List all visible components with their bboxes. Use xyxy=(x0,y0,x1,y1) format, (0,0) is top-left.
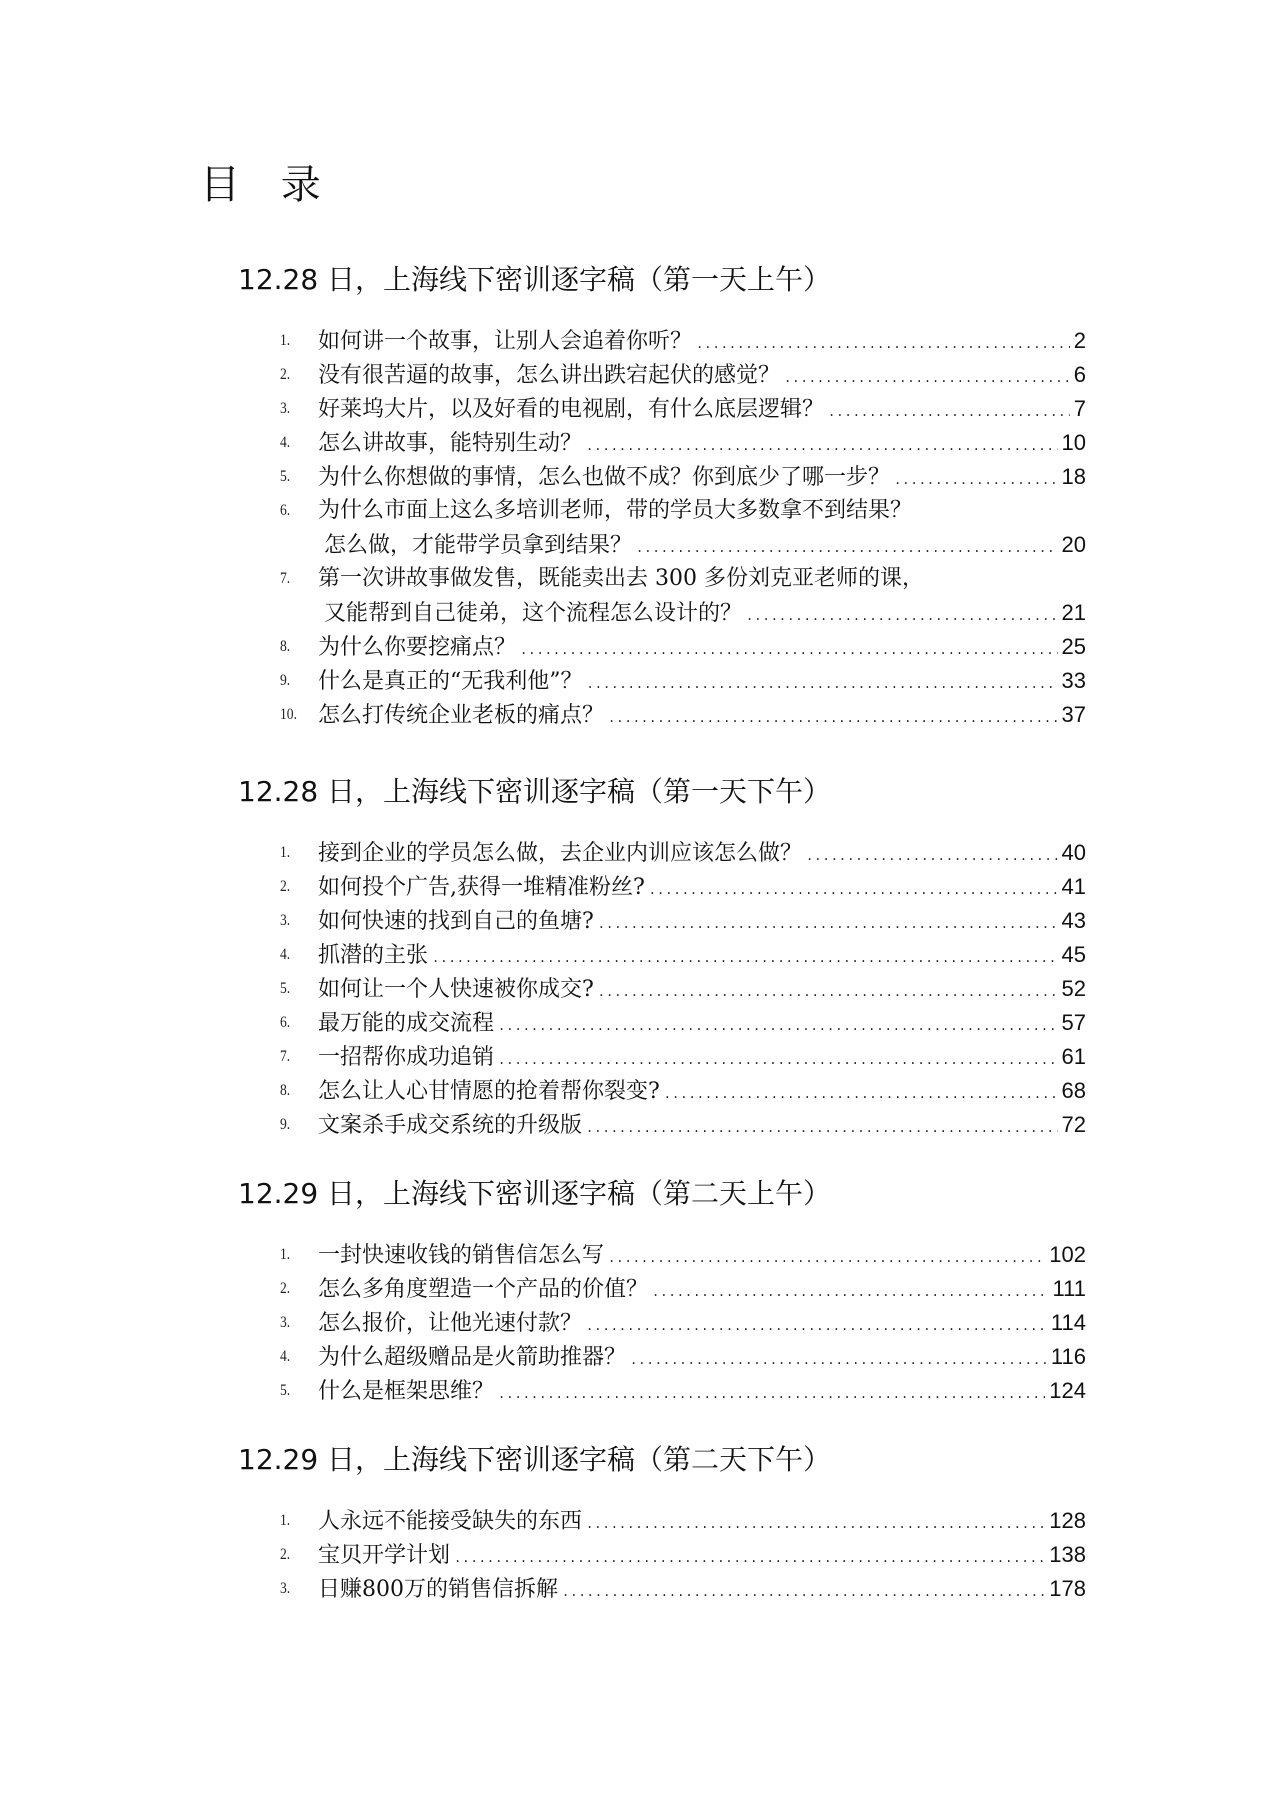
entry-number: 2. xyxy=(280,1280,291,1297)
entry-number: 1. xyxy=(280,1512,291,1529)
entry-body xyxy=(318,938,1086,972)
entry-page-number: 128 xyxy=(1049,1508,1086,1533)
dot-leader xyxy=(894,463,1058,497)
entry-body xyxy=(318,1538,1086,1572)
entry-final-line xyxy=(318,904,1086,938)
entry-final-line xyxy=(318,1108,1086,1142)
entry-title: 人永远不能接受缺失的东西 xyxy=(318,1509,583,1534)
entry-number: 9. xyxy=(280,1116,291,1133)
toc-entry[interactable] xyxy=(280,426,1086,460)
toc-entry-list xyxy=(280,324,1086,732)
entry-final-line xyxy=(318,1374,1086,1408)
dot-leader xyxy=(562,1575,1045,1609)
entry-page-number: 21 xyxy=(1061,600,1086,625)
entry-title: 如何投个广告,获得一堆精准粉丝? xyxy=(318,875,645,900)
dot-leader xyxy=(498,1043,1058,1077)
toc-entry-list xyxy=(280,1238,1086,1408)
entry-number: 3. xyxy=(280,1314,291,1331)
entry-number: 4. xyxy=(280,946,291,963)
entry-body xyxy=(318,562,1086,630)
entry-body xyxy=(318,972,1086,1006)
entry-page-number: 68 xyxy=(1061,1078,1086,1103)
dot-leader xyxy=(520,633,1058,667)
entry-final-line xyxy=(318,596,1086,630)
entry-final-line xyxy=(318,1074,1086,1108)
toc-entry[interactable] xyxy=(280,630,1086,664)
section-heading: 12.28 日，上海线下密训逐字稿（第一天下午） xyxy=(238,775,832,808)
entry-number: 1. xyxy=(280,1246,291,1263)
entry-page-number: 43 xyxy=(1061,908,1086,933)
entry-title: 没有很苦逼的故事，怎么讲出跌宕起伏的感觉？ xyxy=(318,363,781,388)
entry-title-line: 第一次讲故事做发售，既能卖出去 300 多份刘克亚老师的课， xyxy=(318,566,924,591)
dot-leader xyxy=(587,667,1058,701)
dot-leader xyxy=(636,531,1058,565)
entry-number: 8. xyxy=(280,1082,291,1099)
dot-leader xyxy=(598,907,1058,941)
entry-final-line xyxy=(318,1538,1086,1572)
entry-page-number: 61 xyxy=(1061,1044,1086,1069)
entry-title: 为什么你想做的事情，怎么也做不成？你到底少了哪一步？ xyxy=(318,465,891,490)
entry-number: 3. xyxy=(280,912,291,929)
dot-leader xyxy=(586,1507,1045,1541)
entry-page-number: 114 xyxy=(1050,1310,1086,1335)
entry-body xyxy=(318,870,1086,904)
entry-title: 文案杀手成交系统的升级版 xyxy=(318,1113,583,1138)
entry-page-number: 178 xyxy=(1049,1576,1086,1601)
entry-title: 好莱坞大片，以及好看的电视剧，有什么底层逻辑？ xyxy=(318,397,825,422)
entry-final-line xyxy=(318,664,1086,698)
entry-body xyxy=(318,358,1086,392)
entry-number: 7. xyxy=(280,1048,291,1065)
entry-number: 4. xyxy=(280,434,291,451)
entry-final-line xyxy=(318,1272,1086,1306)
toc-entry[interactable] xyxy=(280,358,1086,392)
entry-body xyxy=(318,630,1086,664)
entry-number: 6. xyxy=(280,502,291,519)
section-heading: 12.29 日，上海线下密训逐字稿（第二天下午） xyxy=(238,1443,832,1476)
entry-title: 什么是框架思维？ xyxy=(318,1379,495,1404)
entry-body xyxy=(318,1306,1086,1340)
entry-final-line xyxy=(318,324,1086,358)
entry-number: 2. xyxy=(280,878,291,895)
entry-page-number: 25 xyxy=(1061,634,1086,659)
entry-page-number: 33 xyxy=(1061,668,1086,693)
entry-number: 1. xyxy=(280,844,291,861)
entry-body xyxy=(318,1006,1086,1040)
entry-final-line xyxy=(318,972,1086,1006)
entry-final-line xyxy=(318,426,1086,460)
entry-page-number: 20 xyxy=(1061,532,1086,557)
entry-title: 接到企业的学员怎么做，去企业内训应该怎么做？ xyxy=(318,841,803,866)
entry-number: 10. xyxy=(280,706,297,723)
entry-body xyxy=(318,1504,1086,1538)
entry-body xyxy=(318,1340,1086,1374)
entry-page-number: 45 xyxy=(1061,942,1086,967)
toc-entry[interactable] xyxy=(280,1272,1086,1306)
entry-body xyxy=(318,1374,1086,1408)
entry-final-line xyxy=(318,870,1086,904)
toc-entry[interactable] xyxy=(280,938,1086,972)
entry-number: 1. xyxy=(280,332,291,349)
entry-final-line xyxy=(318,1006,1086,1040)
entry-number: 6. xyxy=(280,1014,291,1031)
entry-page-number: 72 xyxy=(1061,1112,1086,1137)
entry-title: 抓潜的主张 xyxy=(318,943,429,968)
entry-body xyxy=(318,1238,1086,1272)
toc-entry[interactable] xyxy=(280,562,1086,630)
entry-number: 8. xyxy=(280,638,291,655)
toc-entry-list xyxy=(280,1504,1086,1606)
dot-leader xyxy=(586,1111,1058,1145)
entry-title: 又能帮到自己徒弟，这个流程怎么设计的？ xyxy=(324,601,743,626)
entry-body xyxy=(318,426,1086,460)
entry-final-line xyxy=(318,698,1086,732)
entry-title: 怎么做，才能带学员拿到结果？ xyxy=(324,533,633,558)
toc-entry[interactable] xyxy=(280,972,1086,1006)
entry-body xyxy=(318,664,1086,698)
dot-leader xyxy=(784,361,1070,395)
entry-page-number: 124 xyxy=(1049,1378,1086,1403)
section-heading: 12.28 日，上海线下密训逐字稿（第一天上午） xyxy=(238,263,832,296)
entry-body xyxy=(318,392,1086,426)
entry-number: 3. xyxy=(280,1580,291,1597)
entry-body xyxy=(318,1074,1086,1108)
entry-title: 什么是真正的“无我利他”？ xyxy=(318,669,583,694)
entry-page-number: 41 xyxy=(1061,874,1086,899)
entry-body xyxy=(318,1108,1086,1142)
dot-leader xyxy=(498,1377,1045,1411)
entry-body xyxy=(318,836,1086,870)
entry-page-number: 10 xyxy=(1061,430,1086,455)
toc-entry[interactable] xyxy=(280,460,1086,494)
dot-leader xyxy=(608,701,1058,735)
dot-leader xyxy=(746,599,1058,633)
dot-leader xyxy=(828,395,1070,429)
entry-body xyxy=(318,494,1086,562)
toc-entry[interactable] xyxy=(280,494,1086,562)
entry-number: 4. xyxy=(280,1348,291,1365)
entry-page-number: 52 xyxy=(1061,976,1086,1001)
entry-number: 5. xyxy=(280,980,291,997)
entry-final-line xyxy=(318,460,1086,494)
toc-title: 目 录 xyxy=(200,162,335,208)
entry-number: 7. xyxy=(280,570,291,587)
entry-page-number: 111 xyxy=(1052,1276,1086,1301)
entry-final-line xyxy=(318,938,1086,972)
entry-page-number: 7 xyxy=(1073,396,1086,421)
dot-leader xyxy=(432,941,1058,975)
entry-page-number: 116 xyxy=(1050,1344,1086,1369)
dot-leader xyxy=(608,1241,1045,1275)
entry-title: 为什么你要挖痛点？ xyxy=(318,635,517,660)
dot-leader xyxy=(664,1077,1058,1111)
toc-entry[interactable] xyxy=(280,1374,1086,1408)
entry-title: 一封快速收钱的销售信怎么写 xyxy=(318,1243,605,1268)
entry-page-number: 57 xyxy=(1061,1010,1086,1035)
toc-entry[interactable] xyxy=(280,1340,1086,1374)
entry-title: 怎么多角度塑造一个产品的价值？ xyxy=(318,1277,649,1302)
entry-final-line xyxy=(318,1306,1086,1340)
section-heading: 12.29 日，上海线下密训逐字稿（第二天上午） xyxy=(238,1177,832,1210)
entry-page-number: 102 xyxy=(1049,1242,1086,1267)
entry-page-number: 6 xyxy=(1073,362,1086,387)
entry-number: 9. xyxy=(280,672,291,689)
dot-leader xyxy=(498,1009,1058,1043)
entry-final-line xyxy=(318,630,1086,664)
entry-page-number: 2 xyxy=(1073,328,1086,353)
entry-final-line xyxy=(318,392,1086,426)
entry-final-line xyxy=(318,836,1086,870)
dot-leader xyxy=(454,1541,1045,1575)
dot-leader xyxy=(598,975,1058,1009)
toc-entry[interactable] xyxy=(280,1572,1086,1606)
entry-final-line xyxy=(318,1572,1086,1606)
toc-entry[interactable] xyxy=(280,392,1086,426)
entry-final-line xyxy=(318,528,1086,562)
entry-body xyxy=(318,324,1086,358)
dot-leader xyxy=(696,327,1070,361)
entry-title: 如何讲一个故事，让别人会追着你听？ xyxy=(318,329,693,354)
toc-entry[interactable] xyxy=(280,1108,1086,1142)
toc-entry[interactable] xyxy=(280,1306,1086,1340)
dot-leader xyxy=(649,873,1058,907)
entry-title: 怎么打传统企业老板的痛点？ xyxy=(318,703,605,728)
toc-entry[interactable] xyxy=(280,1538,1086,1572)
entry-number: 2. xyxy=(280,366,291,383)
entry-body xyxy=(318,460,1086,494)
entry-final-line xyxy=(318,1040,1086,1074)
entry-final-line xyxy=(318,1504,1086,1538)
toc-entry[interactable] xyxy=(280,836,1086,870)
entry-title: 如何快速的找到自己的鱼塘? xyxy=(318,909,594,934)
toc-entry-list xyxy=(280,836,1086,1142)
dot-leader xyxy=(630,1343,1047,1377)
toc-entry[interactable] xyxy=(280,1074,1086,1108)
entry-title: 宝贝开学计划 xyxy=(318,1543,451,1568)
toc-entry[interactable] xyxy=(280,1040,1086,1074)
toc-entry[interactable] xyxy=(280,1238,1086,1272)
dot-leader xyxy=(586,429,1058,463)
entry-body xyxy=(318,1272,1086,1306)
dot-leader xyxy=(806,839,1058,873)
entry-title: 为什么超级赠品是火箭助推器？ xyxy=(318,1345,627,1370)
entry-title: 如何让一个人快速被你成交? xyxy=(318,977,594,1002)
entry-final-line xyxy=(318,1340,1086,1374)
entry-final-line xyxy=(318,358,1086,392)
toc-entry[interactable] xyxy=(280,1504,1086,1538)
entry-body xyxy=(318,698,1086,732)
entry-title: 日赚800万的销售信拆解 xyxy=(318,1577,558,1602)
entry-page-number: 138 xyxy=(1049,1542,1086,1567)
entry-title-line: 为什么市面上这么多培训老师，带的学员大多数拿不到结果？ xyxy=(318,498,913,523)
entry-title: 最万能的成交流程 xyxy=(318,1011,495,1036)
entry-body xyxy=(318,1572,1086,1606)
entry-title: 一招帮你成功追销 xyxy=(318,1045,495,1070)
entry-body xyxy=(318,904,1086,938)
entry-final-line xyxy=(318,1238,1086,1272)
entry-number: 2. xyxy=(280,1546,291,1563)
toc-entry[interactable] xyxy=(280,870,1086,904)
entry-number: 5. xyxy=(280,1382,291,1399)
entry-title: 怎么让人心甘情愿的抢着帮你裂变? xyxy=(318,1079,660,1104)
entry-title: 怎么报价，让他光速付款？ xyxy=(318,1311,583,1336)
toc-entry[interactable] xyxy=(280,664,1086,698)
entry-body xyxy=(318,1040,1086,1074)
toc-entry[interactable] xyxy=(280,1006,1086,1040)
entry-page-number: 40 xyxy=(1061,840,1086,865)
entry-page-number: 37 xyxy=(1061,702,1086,727)
toc-entry[interactable] xyxy=(280,698,1086,732)
dot-leader xyxy=(586,1309,1047,1343)
toc-entry[interactable] xyxy=(280,324,1086,358)
entry-page-number: 18 xyxy=(1061,464,1086,489)
dot-leader xyxy=(652,1275,1049,1309)
toc-entry[interactable] xyxy=(280,904,1086,938)
entry-number: 5. xyxy=(280,468,291,485)
entry-number: 3. xyxy=(280,400,291,417)
entry-title: 怎么讲故事，能特别生动？ xyxy=(318,431,583,456)
